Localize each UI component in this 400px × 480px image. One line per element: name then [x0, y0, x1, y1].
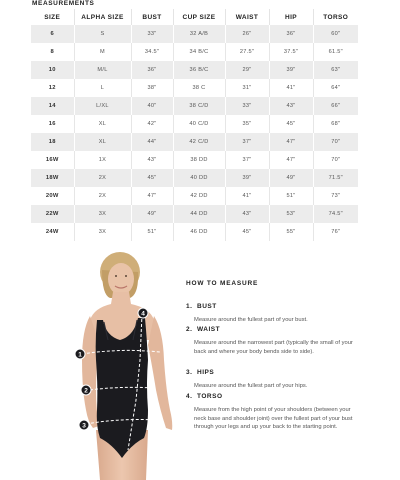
svg-text:2: 2: [84, 387, 88, 395]
table-cell: M/L: [74, 61, 131, 79]
measurements-title: MEASUREMENTS: [32, 0, 95, 7]
step-text: Measure around the fullest part of your hips.: [194, 383, 308, 389]
step-name: TORSO: [197, 393, 223, 400]
table-cell: 74.5": [313, 205, 358, 223]
table-cell: 45": [131, 169, 173, 187]
table-row: [31, 223, 358, 241]
table-row: [31, 115, 358, 133]
table-cell: 3X: [74, 205, 131, 223]
table-cell: 36 B/C: [173, 61, 225, 79]
table-cell: 2X: [74, 169, 131, 187]
table-cell: 43": [131, 151, 173, 169]
table-cell: 35": [225, 115, 269, 133]
table-cell: 37": [225, 151, 269, 169]
step-bust: [186, 303, 386, 325]
table-cell: 42 DD: [173, 187, 225, 205]
table-cell: 12: [48, 85, 56, 91]
table-cell: 47": [131, 187, 173, 205]
table-cell: L/XL: [74, 97, 131, 115]
step-number: 3.: [186, 369, 193, 376]
table-cell: 31": [225, 79, 269, 97]
table-cell: 76": [313, 223, 358, 241]
table-row: [31, 61, 358, 79]
table-cell: 8: [50, 49, 55, 55]
table-cell: 40 C/D: [173, 115, 225, 133]
table-cell: 61.5": [313, 43, 358, 61]
table-cell: 14: [31, 97, 74, 115]
table-cell: 38 C/D: [173, 97, 225, 115]
table-cell: 37.5": [269, 43, 313, 61]
table-cell: 39": [269, 61, 313, 79]
table-row: [31, 79, 358, 97]
table-cell: 34 B/C: [173, 43, 225, 61]
table-cell: 16: [48, 121, 56, 127]
table-cell: 55": [269, 223, 313, 241]
table-row: [31, 133, 358, 151]
table-cell: 51": [131, 223, 173, 241]
table-cell: XL: [74, 133, 131, 151]
marker-1: [75, 349, 85, 359]
table-cell: 18W: [31, 169, 74, 187]
table-row: [31, 151, 358, 169]
table-cell: 42": [131, 115, 173, 133]
step-name: WAIST: [197, 326, 221, 333]
table-cell: 41": [225, 187, 269, 205]
table-cell: 70": [313, 151, 358, 169]
header-size: SIZE: [44, 13, 61, 21]
table-cell: 71.5": [313, 169, 358, 187]
table-cell: L: [74, 79, 131, 97]
table-cell: 2X: [74, 187, 131, 205]
how-to-measure-title: HOW TO MEASURE: [186, 280, 259, 287]
table-cell: 20W: [45, 193, 59, 199]
header-torso: TORSO: [313, 9, 358, 25]
table-cell: XL: [74, 115, 131, 133]
table-cell: 73": [313, 187, 358, 205]
table-cell: 53": [269, 205, 313, 223]
table-cell: 1X: [74, 151, 131, 169]
table-cell: 39": [225, 169, 269, 187]
table-row: [31, 205, 358, 223]
table-row: [31, 97, 358, 115]
table-cell: S: [74, 25, 131, 43]
table-cell: 45": [225, 223, 269, 241]
table-cell: 16W: [45, 157, 59, 163]
header-bust: BUST: [131, 9, 173, 25]
header-cup-size: CUP SIZE: [173, 9, 225, 25]
step-text: Measure from the high point of your shoulders (between your neck base and shoulder joint) over the fullest part of your bust through your legs and up your back to the starting point.: [194, 407, 353, 431]
marker-2: [81, 385, 91, 395]
svg-text:1: 1: [78, 351, 82, 359]
header-alpha-size: ALPHA SIZE: [74, 9, 131, 25]
step-text: Measure around the narrowest part (typically the small of your back and where your body bends side to side).: [194, 340, 353, 355]
step-hips: [186, 369, 386, 391]
table-cell: 44 DD: [173, 205, 225, 223]
step-waist: [186, 326, 386, 356]
table-cell: 60": [313, 25, 358, 43]
table-cell: 29": [225, 61, 269, 79]
table-cell: 36": [131, 61, 173, 79]
header-waist: WAIST: [225, 9, 269, 25]
step-name: HIPS: [197, 369, 215, 376]
model-eye-left: [115, 275, 117, 277]
size-chart-table: [31, 9, 358, 241]
table-cell: 45": [269, 115, 313, 133]
how-to-measure: [186, 280, 386, 431]
table-cell: 49": [269, 169, 313, 187]
table-cell: 36": [269, 25, 313, 43]
table-cell: 44": [131, 133, 173, 151]
table-cell: M: [74, 43, 131, 61]
table-row: [31, 187, 358, 205]
step-number: 4.: [186, 393, 193, 400]
table-cell: 64": [313, 79, 358, 97]
table-cell: 38": [131, 79, 173, 97]
table-cell: 49": [131, 205, 173, 223]
table-cell: 3X: [74, 223, 131, 241]
step-number: 2.: [186, 326, 193, 333]
table-cell: 43": [269, 97, 313, 115]
header-hip: HIP: [269, 9, 313, 25]
table-cell: 6: [31, 25, 74, 43]
table-cell: 18: [31, 133, 74, 151]
table-cell: 70": [313, 133, 358, 151]
table-header-row: [31, 9, 358, 25]
table-cell: 47": [269, 151, 313, 169]
model-eye-right: [125, 275, 127, 277]
step-number: 1.: [186, 303, 193, 310]
table-row: [31, 25, 358, 43]
table-cell: 40 DD: [173, 169, 225, 187]
table-cell: 40": [131, 97, 173, 115]
table-cell: 51": [269, 187, 313, 205]
table-row: [31, 169, 358, 187]
svg-text:3: 3: [82, 422, 86, 430]
table-cell: 47": [269, 133, 313, 151]
model-arm-right: [148, 316, 172, 430]
table-cell: 34.5": [131, 43, 173, 61]
step-name: BUST: [197, 303, 217, 310]
table-cell: 43": [225, 205, 269, 223]
table-cell: 24W: [45, 229, 59, 235]
table-cell: 68": [313, 115, 358, 133]
table-cell: 10: [31, 61, 74, 79]
marker-3: [79, 420, 89, 430]
table-cell: 22W: [31, 205, 74, 223]
step-torso: [186, 393, 386, 432]
table-cell: 42 C/D: [173, 133, 225, 151]
table-cell: 37": [225, 133, 269, 151]
table-cell: 27.5": [225, 43, 269, 61]
marker-4: [138, 308, 148, 318]
table-row: [31, 43, 358, 61]
table-cell: 33": [225, 97, 269, 115]
table-cell: 63": [313, 61, 358, 79]
table-cell: 33": [131, 25, 173, 43]
table-cell: 41": [269, 79, 313, 97]
table-cell: 38 DD: [173, 151, 225, 169]
model-face: [108, 263, 134, 295]
table-cell: 38 C: [173, 79, 225, 97]
step-text: Measure around the fullest part of your bust.: [194, 317, 308, 323]
svg-text:4: 4: [141, 310, 145, 318]
table-cell: 66": [313, 97, 358, 115]
table-cell: 26": [225, 25, 269, 43]
table-cell: 46 DD: [173, 223, 225, 241]
model-figure: [60, 250, 185, 480]
table-cell: 32 A/B: [173, 25, 225, 43]
